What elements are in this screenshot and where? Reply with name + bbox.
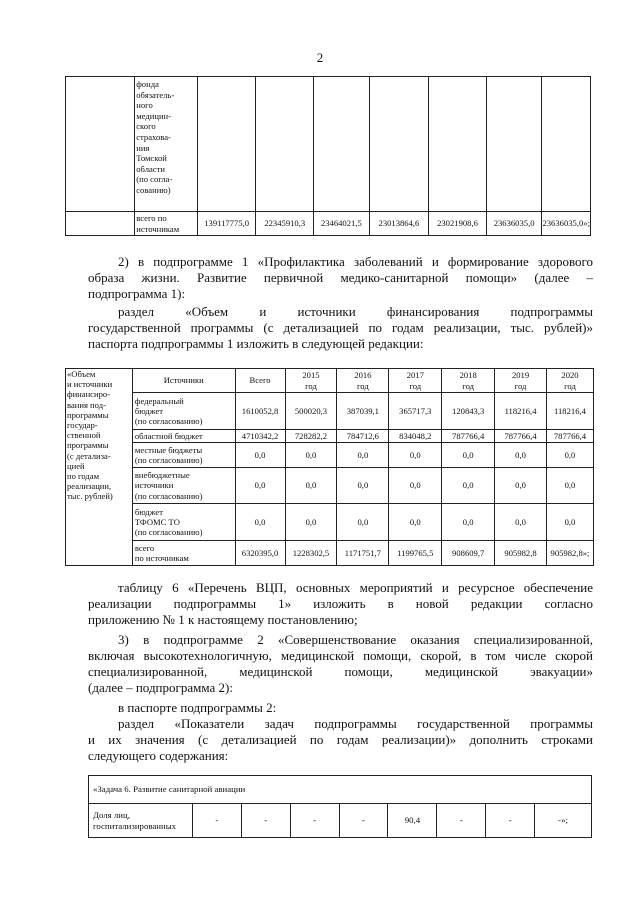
header-year: 2016 год <box>337 369 389 393</box>
paragraph-razdel-2: раздел «Показатели задач подпрограммы государственной программы и их значения (с детализацией по годам реализации)» дополнить строками следующего содержания: <box>88 716 593 763</box>
header-year: 2018 год <box>442 369 495 393</box>
table-row: внебюджетные источники (по согласованию) 0,0 0,0 0,0 0,0 0,0 0,0 0,0 <box>66 468 594 504</box>
funding-table-continuation <box>65 76 591 236</box>
indicator-label: Доля лиц, госпитализированных <box>89 804 193 838</box>
paragraph-item-3: 3) в подпрограмме 2 «Совершенствование оказания специализированной, включая высокотехнологичную, медицинской помощи, скорой, в том числе скорой специализированной, медицинской помощи, медицинской эвакуации» (далее – подпрограмма 2): <box>88 632 593 695</box>
table-cell: 23464021,5 <box>314 212 370 236</box>
task-heading: «Задача 6. Развитие санитарной авиации <box>89 776 592 804</box>
paragraph-passport: в паспорте подпрограммы 2: <box>118 700 277 715</box>
funding-sources-table <box>65 368 594 566</box>
paragraph-table6: таблицу 6 «Перечень ВЦП, основных мероприятий и ресурсное обеспечение реализации подпрограммы 1» изложить в новой редакции согласно приложению № 1 к настоящему постановлению; <box>88 580 593 627</box>
table-cell: 139117775,0 <box>197 212 256 236</box>
header-sources: Источники <box>132 369 235 393</box>
indicators-table <box>88 775 592 838</box>
table-cell: 22345910,3 <box>256 212 314 236</box>
table-cell: 23021908,6 <box>429 212 487 236</box>
table-cell: 23013864,6 <box>369 212 429 236</box>
header-total: Всего <box>235 369 285 393</box>
header-year: 2020 год <box>546 369 593 393</box>
table-row: областной бюджет 4710342,2 728282,2 784712,6 834048,2 787766,4 787766,4 787766,4 <box>66 430 594 443</box>
table-row: бюджет ТФОМС ТО (по согласованию) 0,0 0,0 0,0 0,0 0,0 0,0 0,0 <box>66 504 594 541</box>
table1-empty-cell <box>66 77 135 212</box>
header-year: 2015 год <box>285 369 337 393</box>
table1-source-label: фонда обязатель- ного медицин- ского страхова- ния Томской области (по согла- сованию) <box>135 77 198 212</box>
header-year: 2019 год <box>495 369 547 393</box>
paragraph-item-2: 2) в подпрограмме 1 «Профилактика заболеваний и формирование здорового образа жизни. Развитие первичной медико-санитарной помощи» (далее – подпрограмма 1): <box>88 254 593 301</box>
table-row: местные бюджеты (по согласованию) 0,0 0,0 0,0 0,0 0,0 0,0 0,0 <box>66 443 594 468</box>
table-cell: 23636035,0»; <box>542 212 591 236</box>
table-row: федеральный бюджет (по согласованию) 1610052,8 500020,3 387039,1 365717,3 120843,3 118216,4 118216,4 <box>66 393 594 430</box>
paragraph-razdel-1: раздел «Объем и источники финансирования подпрограммы государственной программы (с детализацией по годам реализации, тыс. рублей)» паспорта подпрограммы 1 изложить в следующей редакции: <box>88 304 593 351</box>
table2-row-label: «Объем и источники финансиро- вания под- программы государ- ственной программы (с детализа- цией по годам реализации, тыс. рублей) <box>66 369 133 566</box>
table-row: Доля лиц, госпитализированных - - - - 90,4 - - -»; <box>89 804 592 838</box>
page-number: 2 <box>316 50 324 65</box>
header-year: 2017 год <box>389 369 442 393</box>
table-cell: 23636035,0 <box>486 212 542 236</box>
table-row: всего по источникам 6320395,0 1228302,5 1171751,7 1199765,5 908609,7 905982,8 905982,8»; <box>66 541 594 566</box>
table1-total-label: всего по источникам <box>135 212 198 236</box>
